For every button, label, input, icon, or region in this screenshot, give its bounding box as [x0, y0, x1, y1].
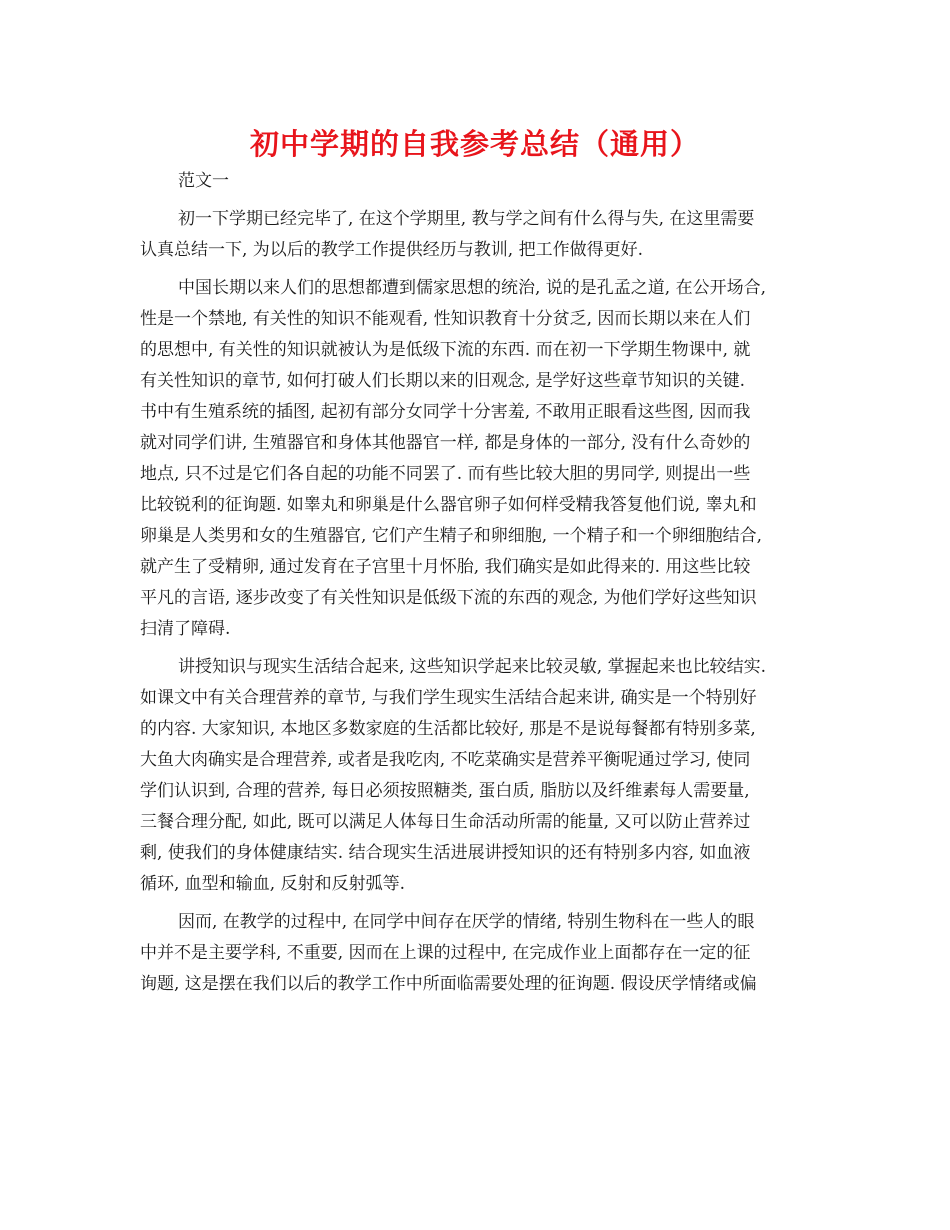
text-line: 平凡的言语, 逐步改变了有关性知识是低级下流的东西的观念, 为他们学好这些知识	[140, 588, 757, 608]
text-line: 中并不是主要学科, 不重要, 因而在上课的过程中, 在完成作业上面都存在一定的征	[140, 943, 751, 963]
text-line: 中国长期以来人们的思想都遭到儒家思想的统治, 说的是孔孟之道, 在公开场合,	[178, 278, 767, 298]
text-line: 就对同学们讲, 生殖器官和身体其他器官一样, 都是身体的一部分, 没有什么奇妙的	[140, 433, 751, 453]
text-line: 剩, 使我们的身体健康结实. 结合现实生活进展讲授知识的还有特别多内容, 如血液	[140, 843, 751, 863]
text-line: 如课文中有关合理营养的章节, 与我们学生现实生活结合起来讲, 确实是一个特别好	[140, 688, 757, 708]
text-line: 有关性知识的章节, 如何打破人们长期以来的旧观念, 是学好这些章节知识的关键.	[140, 371, 746, 391]
text-line: 初一下学期已经完毕了, 在这个学期里, 教与学之间有什么得与失, 在这里需要	[178, 209, 755, 229]
text-line: 大鱼大肉确实是合理营养, 或者是我吃肉, 不吃菜确实是营养平衡呢通过学习, 使同	[140, 750, 751, 770]
text-line: 比较锐利的征询题. 如睾丸和卵巢是什么器官卵子如何样受精我答复他们说, 睾丸和	[140, 495, 757, 515]
paragraph	[140, 273, 820, 645]
text-line: 循环, 血型和输血, 反射和反射弧等.	[140, 874, 406, 894]
document-title: 初中学期的自我参考总结（通用）	[249, 127, 700, 161]
document-body	[140, 166, 820, 1000]
text-line: 讲授知识与现实生活结合起来, 这些知识学起来比较灵敏, 掌握起来也比较结实.	[178, 657, 767, 677]
paragraph	[140, 907, 820, 1000]
text-line: 就产生了受精卵, 通过发育在子宫里十月怀胎, 我们确实是如此得来的. 用这些比较	[140, 557, 751, 577]
text-line: 性是一个禁地, 有关性的知识不能观看, 性知识教育十分贫乏, 因而长期以来在人们	[140, 309, 751, 329]
paragraph	[140, 204, 820, 266]
text-line: 学们认识到, 合理的营养, 每日必须按照糖类, 蛋白质, 脂肪以及纤维素每人需要量,	[140, 781, 750, 801]
text-line: 地点, 只不过是它们各自起的功能不同罢了. 而有些比较大胆的男同学, 则提出一些	[140, 464, 751, 484]
text-line: 三餐合理分配, 如此, 既可以满足人体每日生命活动所需的能量, 又可以防止营养过	[140, 812, 751, 832]
paragraph	[140, 652, 820, 900]
text-line: 书中有生殖系统的插图, 起初有部分女同学十分害羞, 不敢用正眼看这些图, 因而我	[140, 402, 751, 422]
text-line: 卵巢是人类男和女的生殖器官, 它们产生精子和卵细胞, 一个精子和一个卵细胞结合,	[140, 526, 763, 546]
text-line: 认真总结一下, 为以后的教学工作提供经历与教训, 把工作做得更好.	[140, 240, 644, 260]
paragraph-label	[140, 166, 820, 197]
text-line: 扫清了障碍.	[140, 619, 231, 639]
text-line: 因而, 在教学的过程中, 在同学中间存在厌学的情绪, 特别生物科在一些人的眼	[178, 912, 755, 932]
text-line: 范文一	[178, 171, 229, 191]
text-line: 的内容. 大家知识, 本地区多数家庭的生活都比较好, 那是不是说每餐都有特别多菜,	[140, 719, 756, 739]
text-line: 的思想中, 有关性的知识就被认为是低级下流的东西. 而在初一下学期生物课中, 就	[140, 340, 751, 360]
text-line: 询题, 这是摆在我们以后的教学工作中所面临需要处理的征询题. 假设厌学情绪或偏	[140, 974, 757, 994]
